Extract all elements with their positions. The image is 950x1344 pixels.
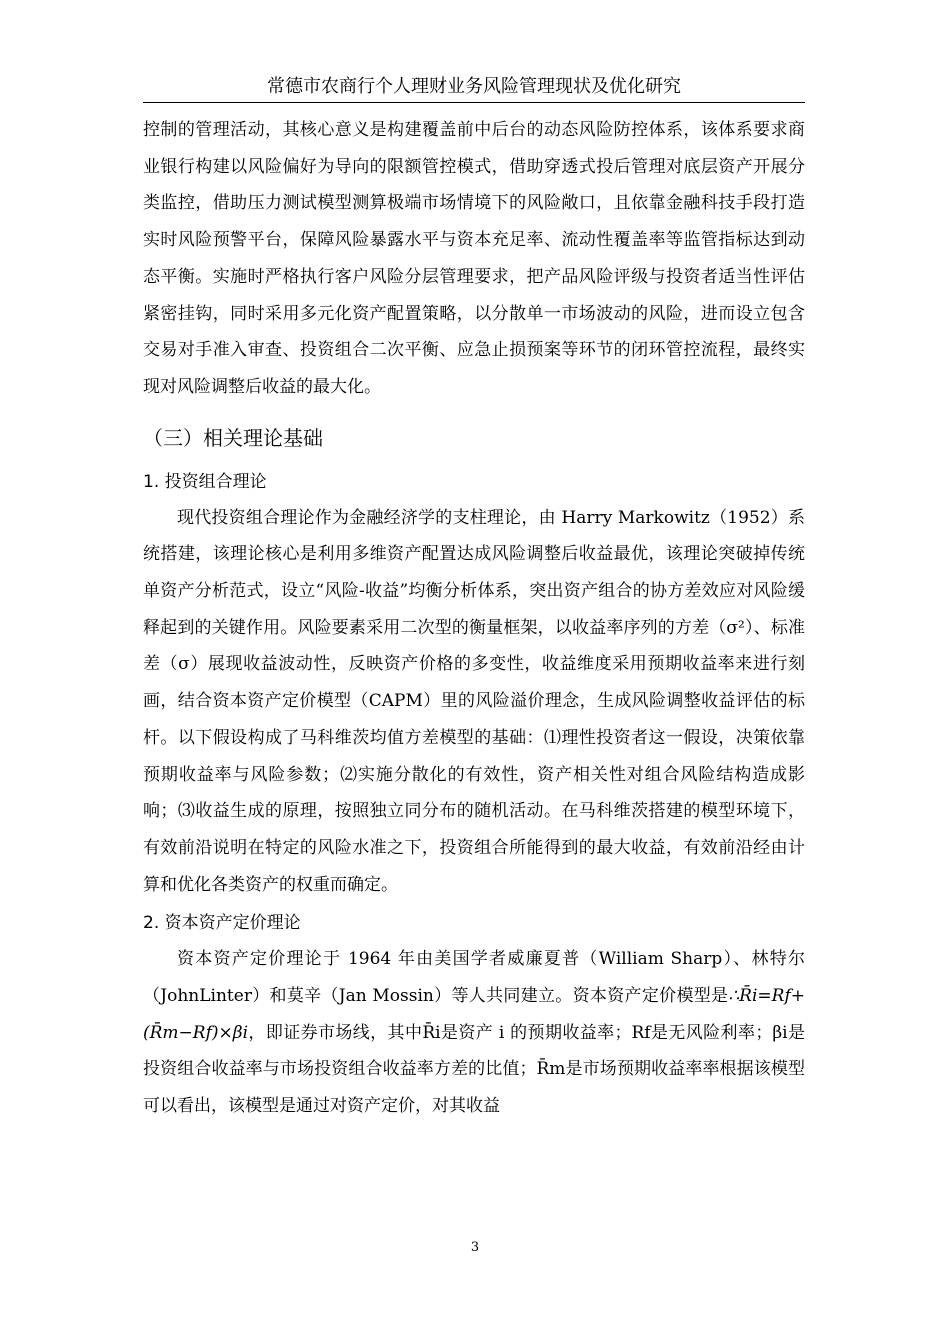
- capm-text-part2: ，即证券市场线，其中R̄i是资产 i 的预期收益率；Rf是无风险利率；βi是投资组合收益率与市场投资组合收益率方差的比值；R̄m是市场预期收益率率根据该模型可以看出，该模型是通过对资产定价，对其收益: [143, 1022, 805, 1117]
- capm-formula: ∴R̄i=Rf+(R̄m−Rf)×βi: [143, 986, 805, 1043]
- page-number: 3: [470, 1240, 480, 1255]
- running-header: [143, 74, 805, 103]
- subsection-heading-capm: 2. 资本资产定价理论: [143, 913, 301, 934]
- paragraph-portfolio-theory: 现代投资组合理论作为金融经济学的支柱理论，由 Harry Markowitz（1952）系统搭建，该理论核心是利用多维资产配置达成风险调整后收益最优，该理论突破掉传统单资产分析范式，设立“风险-收益”均衡分析体系，突出资产组合的协方差效应对风险缓释起到的关键作用。风险要素采用二次型的衡量框架，以收益率序列的方差（σ²）、标准差（σ）展现收益波动性，反映资产价格的多变性，收益维度采用预期收益率来进行刻画，结合资本资产定价模型（CAPM）里的风险溢价理念，生成风险调整收益评估的标杆。以下假设构成了马科维茨均值方差模型的基础：⑴理性投资者这一假设，决策依靠预期收益率与风险参数；⑵实施分散化的有效性，资产相关性对组合风险结构造成影响；⑶收益生成的原理，按照独立同分布的随机活动。在马科维茨搭建的模型环境下，有效前沿说明在特定的风险水准之下，投资组合所能得到的最大收益，有效前沿经由计算和优化各类资产的权重而确定。: [143, 507, 805, 895]
- subsection-heading-portfolio: 1. 投资组合理论: [143, 471, 267, 492]
- section-heading: （三）相关理论基础: [143, 425, 323, 450]
- paragraph-capm: [143, 941, 805, 1125]
- capm-text-part1: 资本资产定价理论于 1964 年由美国学者威廉夏普（William Sharp）、林特尔（JohnLinter）和莫辛（Jan Mossin）等人共同建立。资本资产定价模型是: [143, 949, 805, 1007]
- running-header-title: 常德市农商行个人理财业务风险管理现状及优化研究: [267, 76, 681, 97]
- paragraph-intro: 控制的管理活动，其核心意义是构建覆盖前中后台的动态风险防控体系，该体系要求商业银行构建以风险偏好为导向的限额管控模式，借助穿透式投后管理对底层资产开展分类监控，借助压力测试模型测算极端市场情境下的风险敞口，且依靠金融科技手段打造实时风险预警平台，保障风险暴露水平与资本充足率、流动性覆盖率等监管指标达到动态平衡。实施时严格执行客户风险分层管理要求，把产品风险评级与投资者适当性评估紧密挂钩，同时采用多元化资产配置策略，以分散单一市场波动的风险，进而设立包含交易对手准入审查、投资组合二次平衡、应急止损预案等环节的闭环管控流程，最终实现对风险调整后收益的最大化。: [143, 120, 805, 397]
- page-body: [143, 112, 805, 1125]
